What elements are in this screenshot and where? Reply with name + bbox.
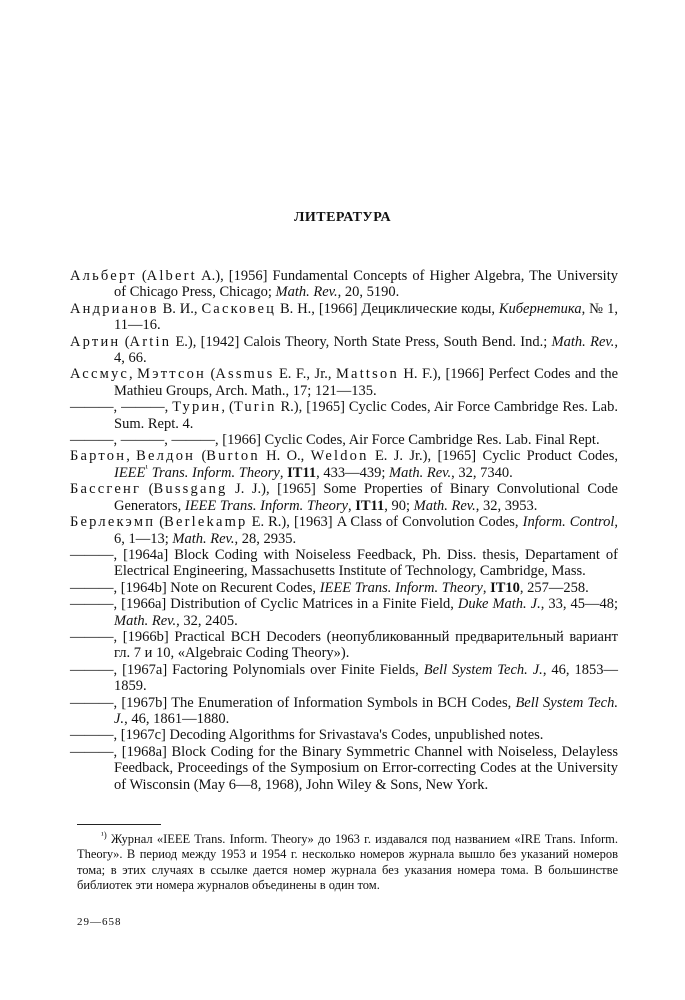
footnote-text: Журнал «IEEE Trans. Inform. Theory» до 1963 г. издавался под названием «IRE Trans. Inform. Theory». В период между 1953 и 1954 г. несколько номеров журнала вышло без указаний номеров тома; в этих случаях в ссылке дается номер журнала без указания номера тома. В большинстве библиотек эти номера журналов объединены в один том. [77,832,618,892]
reference-entry [70,695,618,728]
reference-text: , 6, 1—13; [114,514,618,547]
reference-entry [70,399,618,432]
journal-title: Math. Rev. [172,530,235,547]
author-name: Turin [233,399,277,416]
journal-title: IEEE [114,464,146,481]
author-name: Bussgang [153,481,228,498]
reference-text: , 32, 2405. [176,612,238,629]
reference-text: ( [205,366,216,383]
reference-text: , 28, 2935. [234,530,297,547]
reference-text: R.), [1965] Cyclic Codes, Air Force Cambridge Res. Lab. Sum. Rept. 4. [114,399,618,432]
reference-text: , [482,579,491,596]
reference-entry [70,268,618,301]
reference-text: ———, [1967a] Factoring Polynomials over Finite Fields, [70,661,424,678]
journal-title: Bell System Tech. J. [114,694,618,727]
reference-text: ———, [1967c] Decoding Algorithms for Srivastava's Codes, unpublished notes. [70,727,544,744]
reference-text: , [347,497,356,514]
reference-text: , [279,464,288,481]
footnote-ref: ¹ [145,463,149,474]
reference-entry [70,334,618,367]
journal-title: Inform. Control [522,514,615,531]
reference-entry [70,514,618,547]
reference-entry [70,662,618,695]
reference-text: , [126,448,137,465]
reference-text: ———, [1966a] Distribution of Cyclic Matrices in a Finite Field, [70,596,458,613]
reference-text: ( [195,448,207,465]
journal-title: Math. Rev. [389,464,452,481]
author-name: Ассмус [70,366,130,383]
reference-entry [70,727,618,743]
journal-title: Math. Rev. [551,333,615,350]
author-name: Мэттсон [137,366,206,383]
author-name: Burton [206,448,260,465]
journal-title: IEEE Trans. Inform. Theory [184,497,348,514]
reference-text: , ( [221,399,234,416]
reference-entry [70,629,618,662]
reference-text: В. Н., [1966] Дециклические коды, [276,300,499,317]
reference-text: E. R.), [1963] A Class of Convolution Codes, [247,514,523,531]
author-name: Бартон [70,448,127,465]
author-name: Турин [172,399,222,416]
reference-entry [70,580,618,596]
reference-text: , № 1, 11—16. [114,300,618,334]
author-name: Альберт [70,268,137,284]
reference-text: , 46, 1861—1880. [124,710,230,727]
reference-text: , 46, 1853—1859. [114,661,618,695]
author-name: Артин [70,333,121,350]
reference-text: E. F., Jr., [274,366,336,383]
footnote-marker: ¹) [101,829,107,840]
reference-text: , 433—439; [316,464,390,481]
journal-title: Bell System Tech. J. [423,661,543,678]
reference-text: A.), [1956] Fundamental Concepts of Higher Algebra, The University of Chicago Press, Chicago; [114,268,618,301]
reference-text: ( [141,481,154,498]
reference-text: , 90; [384,497,414,514]
reference-text: ———, [1964b] Note on Recurent Codes, [70,579,320,596]
reference-text: E.), [1942] Calois Theory, North State Press, South Bend. Ind.; [171,333,552,350]
reference-text: , 257—258. [519,579,589,596]
reference-entry [70,596,618,629]
reference-text: , 20, 5190. [337,284,400,301]
author-name: Велдон [136,448,196,465]
reference-text: ( [120,333,130,350]
author-name: Андрианов [70,300,159,317]
reference-text: ———, ———, [70,399,173,416]
reference-text: ( [155,514,165,531]
volume-number: IT10 [490,579,520,596]
journal-title: Кибернетика [498,300,582,317]
author-name: Сасковец [201,300,277,317]
reference-text: H. O., [259,448,311,465]
reference-text: H. F.), [1966] Perfect Codes and the Mathieu Groups, Arch. Math., 17; 121—135. [114,366,619,399]
author-name: Artin [129,333,172,350]
reference-text: В. И., [158,300,202,317]
author-name: Assmus [215,366,275,383]
reference-entry [70,432,618,448]
reference-text: ( [136,268,147,284]
reference-entry [70,744,618,793]
author-name: Mattson [335,366,399,383]
journal-title: Duke Math. J. [457,596,541,613]
journal-title: Math. Rev. [114,612,177,629]
author-name: Берлекэмп [70,514,156,531]
footnote [77,829,618,893]
journal-title: Math. Rev. [413,497,476,514]
reference-list [70,268,618,793]
author-name: Albert [146,268,197,284]
reference-text: ———, [1966b] Practical BCH Decoders (неопубликованный предварительный вариант гл. 7 и 10, «Algebraic Coding Theory»). [70,628,618,662]
reference-text: ———, [1967b] The Enumeration of Information Symbols in BCH Codes, [70,694,516,711]
reference-text: , 32, 7340. [451,464,513,481]
author-name: Бассгенг [70,481,142,498]
reference-entry [70,547,618,580]
journal-title: IEEE Trans. Inform. Theory [319,579,483,596]
author-name: Berlekamp [164,514,248,531]
reference-entry [70,301,618,334]
journal-title: Trans. Inform. Theory [151,464,280,481]
reference-text: E. J. Jr.), [1965] Cyclic Product Codes, [368,448,618,465]
author-name: Weldon [310,448,369,465]
reference-text: , 4, 66. [114,333,618,367]
reference-text: ———, [1968a] Block Coding for the Binary Symmetric Channel with Noiseless, Delayless Feedback, Proceedings of the Symposium on Error-correcting Codes at the University of Wisconsin (May 6—8, 1968), John Wiley & Sons, New York. [70,743,618,793]
reference-text: J. J.), [1965] Some Properties of Binary Convolutional Code Generators, [114,481,618,514]
reference-entry [70,448,618,481]
reference-text: , 33, 45—48; [540,596,618,613]
volume-number: IT11 [287,464,317,481]
reference-text: ———, [1964a] Block Coding with Noiseless Feedback, Ph. Diss. thesis, Departament of Electrical Engineering, Massachusetts Institute of Technology, Cambridge, Mass. [70,546,618,580]
volume-number: IT11 [355,497,385,514]
footnote-divider [77,824,161,825]
page-title: ЛИТЕРАТУРА [293,210,392,225]
reference-text: , 32, 3953. [475,497,538,514]
reference-text: ———, ———, ———, [1966] Cyclic Codes, Air Force Cambridge Res. Lab. Final Rept. [70,432,600,449]
reference-text: , [129,366,138,383]
page-signature: 29—658 [77,916,122,928]
reference-entry [70,366,618,399]
journal-title: Math. Rev. [275,284,338,301]
reference-entry [70,481,618,514]
